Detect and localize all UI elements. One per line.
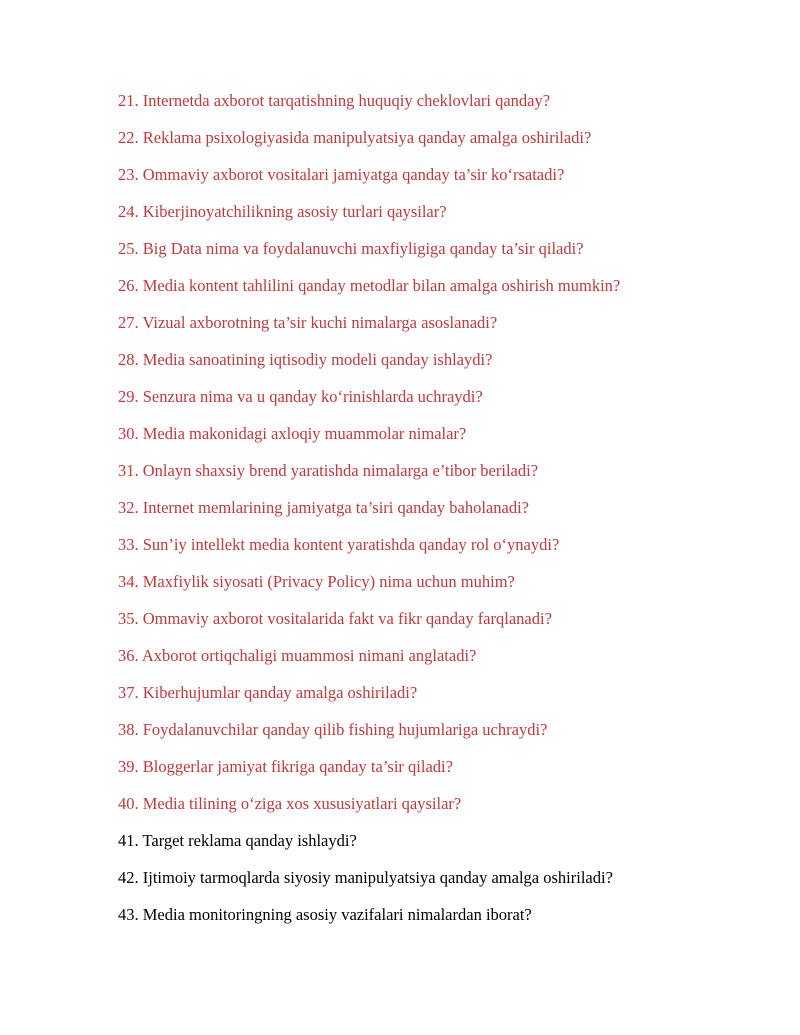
question-list [118,91,778,942]
question-item: 24. Kiberjinoyatchilikning asosiy turlari qaysilar? [118,202,447,221]
question-item: 37. Kiberhujumlar qanday amalga oshiriladi? [118,683,418,702]
question-item: 43. Media monitoringning asosiy vazifalari nimalardan iborat? [118,905,532,924]
question-item: 29. Senzura nima va u qanday ko‘rinishlarda uchraydi? [118,387,483,406]
question-item: 33. Sun’iy intellekt media kontent yaratishda qanday rol o‘ynaydi? [118,535,560,554]
question-item: 25. Big Data nima va foydalanuvchi maxfiyligiga qanday ta’sir qiladi? [118,239,584,258]
question-item: 23. Ommaviy axborot vositalari jamiyatga qanday ta’sir ko‘rsatadi? [118,165,565,184]
question-item: 26. Media kontent tahlilini qanday metodlar bilan amalga oshirish mumkin? [118,276,621,295]
question-item: 35. Ommaviy axborot vositalarida fakt va fikr qanday farqlanadi? [118,609,552,628]
question-item: 22. Reklama psixologiyasida manipulyatsiya qanday amalga oshiriladi? [118,128,592,147]
question-item: 30. Media makonidagi axloqiy muammolar nimalar? [118,424,467,443]
question-item: 32. Internet memlarining jamiyatga ta’siri qanday baholanadi? [118,498,529,517]
question-item: 39. Bloggerlar jamiyat fikriga qanday ta’sir qiladi? [118,757,453,776]
question-item: 31. Onlayn shaxsiy brend yaratishda nimalarga e’tibor beriladi? [118,461,539,480]
question-item: 21. Internetda axborot tarqatishning huquqiy cheklovlari qanday? [118,91,551,110]
question-item: 36. Axborot ortiqchaligi muammosi nimani anglatadi? [118,646,477,665]
question-item: 40. Media tilining o‘ziga xos xususiyatlari qaysilar? [118,794,462,813]
question-item: 34. Maxfiylik siyosati (Privacy Policy) nima uchun muhim? [118,572,515,591]
question-item: 38. Foydalanuvchilar qanday qilib fishing hujumlariga uchraydi? [118,720,548,739]
question-item: 42. Ijtimoiy tarmoqlarda siyosiy manipulyatsiya qanday amalga oshiriladi? [118,868,613,887]
question-item: 41. Target reklama qanday ishlaydi? [118,831,357,850]
question-item: 28. Media sanoatining iqtisodiy modeli qanday ishlaydi? [118,350,493,369]
question-item: 27. Vizual axborotning ta’sir kuchi nimalarga asoslanadi? [118,313,498,332]
